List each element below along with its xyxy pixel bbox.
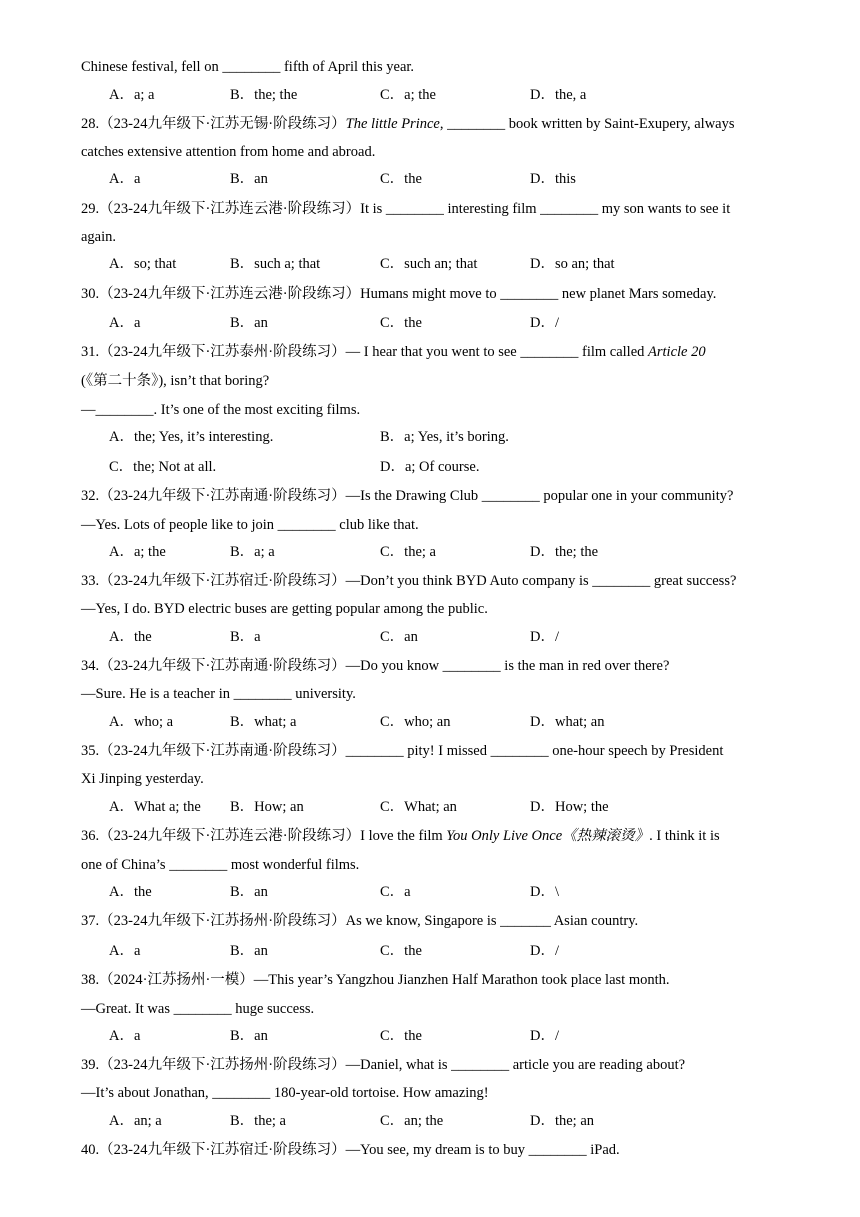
option-a[interactable]: A．the	[109, 629, 152, 645]
option-d[interactable]: D．/	[530, 1028, 559, 1044]
option-d[interactable]: D．/	[530, 315, 559, 331]
question-32-reply: —Yes. Lots of people like to join ________ club like that.	[81, 517, 419, 533]
option-c[interactable]: C．an	[380, 629, 418, 645]
question-29-stem-cont: again.	[81, 229, 117, 245]
option-b[interactable]: B．a	[230, 629, 261, 645]
option-b[interactable]: B．an	[230, 171, 268, 187]
option-d[interactable]: D．what; an	[530, 714, 605, 730]
option-b[interactable]: B．what; a	[230, 714, 297, 730]
option-d[interactable]: D．the; the	[530, 544, 599, 560]
option-a[interactable]: A．What a; the	[109, 799, 201, 815]
question-34-reply: —Sure. He is a teacher in ________ university.	[81, 686, 356, 702]
question-32-options	[109, 542, 809, 562]
option-a[interactable]: A．a; a	[109, 87, 155, 103]
question-31-reply: —________. It’s one of the most exciting films.	[81, 402, 361, 418]
option-a[interactable]: A．a	[109, 171, 141, 187]
option-b[interactable]: B．an	[230, 943, 268, 959]
question-35-stem-cont: Xi Jinping yesterday.	[81, 771, 204, 787]
option-b[interactable]: B．a; a	[230, 544, 275, 560]
question-37-options	[109, 941, 809, 961]
question-28-stem-cont: catches extensive attention from home and abroad.	[81, 144, 376, 160]
option-b[interactable]: B．such a; that	[230, 256, 321, 272]
option-b[interactable]: B．an	[230, 315, 268, 331]
option-c[interactable]: C．the	[380, 1028, 422, 1044]
question-36-stem: 36.（23-24九年级下·江苏连云港·阶段练习）I love the film You Only Live Once《热辣滚烫》. I think it is	[81, 828, 720, 844]
option-c[interactable]: C．a; the	[380, 87, 436, 103]
question-33-options	[109, 627, 809, 647]
option-d[interactable]: D．\	[530, 884, 559, 900]
option-c[interactable]: C．the	[380, 171, 422, 187]
question-39-stem: 39.（23-24九年级下·江苏扬州·阶段练习）—Daniel, what is ________ article you are reading about?	[81, 1057, 686, 1073]
option-b[interactable]: B．How; an	[230, 799, 304, 815]
question-27-stem-end: Chinese festival, fell on ________ fifth of April this year.	[81, 59, 415, 75]
question-31-stem-cont: (《第二十条》), isn’t that boring?	[81, 373, 270, 389]
question-37-stem: 37.（23-24九年级下·江苏扬州·阶段练习）As we know, Singapore is _______ Asian country.	[81, 913, 639, 929]
question-36-options	[109, 882, 809, 902]
option-a[interactable]: A．the; Yes, it’s interesting.	[109, 429, 274, 445]
option-d[interactable]: D．this	[530, 171, 576, 187]
question-39-options	[109, 1111, 809, 1131]
question-31-options-row2	[109, 457, 809, 477]
question-29-stem: 29.（23-24九年级下·江苏连云港·阶段练习）It is ________ interesting film ________ my son wants to see it	[81, 201, 731, 217]
option-b[interactable]: B．an	[230, 884, 268, 900]
option-a[interactable]: A．an; a	[109, 1113, 162, 1129]
option-c[interactable]: C．the; a	[380, 544, 436, 560]
question-34-options	[109, 712, 809, 732]
question-38-reply: —Great. It was ________ huge success.	[81, 1001, 315, 1017]
option-c[interactable]: C．an; the	[380, 1113, 444, 1129]
option-c[interactable]: C．such an; that	[380, 256, 478, 272]
option-a[interactable]: A．the	[109, 884, 152, 900]
question-35-stem: 35.（23-24九年级下·江苏南通·阶段练习）________ pity! I missed ________ one-hour speech by President	[81, 743, 724, 759]
question-36-stem-cont: one of China’s ________ most wonderful films.	[81, 857, 360, 873]
option-a[interactable]: A．a	[109, 1028, 141, 1044]
question-39-reply: —It’s about Jonathan, ________ 180-year-old tortoise. How amazing!	[81, 1085, 489, 1101]
question-31-stem: 31.（23-24九年级下·江苏泰州·阶段练习）— I hear that you went to see ________ film called Article 20	[81, 344, 706, 360]
question-33-stem: 33.（23-24九年级下·江苏宿迁·阶段练习）—Don’t you think BYD Auto company is ________ great success?	[81, 573, 737, 589]
option-a[interactable]: A．a; the	[109, 544, 166, 560]
option-d[interactable]: D．/	[530, 629, 559, 645]
option-c[interactable]: C．the	[380, 943, 422, 959]
question-27-options	[109, 85, 809, 105]
option-d[interactable]: D．the, a	[530, 87, 587, 103]
option-c[interactable]: C．who; an	[380, 714, 451, 730]
option-b[interactable]: B．a; Yes, it’s boring.	[380, 429, 509, 445]
option-d[interactable]: D．a; Of course.	[380, 459, 480, 475]
question-30-stem: 30.（23-24九年级下·江苏连云港·阶段练习）Humans might move to ________ new planet Mars someday.	[81, 286, 717, 302]
option-a[interactable]: A．a	[109, 943, 141, 959]
option-d[interactable]: D．/	[530, 943, 559, 959]
question-33-reply: —Yes, I do. BYD electric buses are getting popular among the public.	[81, 601, 488, 617]
option-d[interactable]: D．the; an	[530, 1113, 595, 1129]
question-28-options	[109, 169, 809, 189]
option-b[interactable]: B．the; a	[230, 1113, 286, 1129]
option-a[interactable]: A．a	[109, 315, 141, 331]
option-b[interactable]: B．the; the	[230, 87, 298, 103]
question-38-stem: 38.（2024·江苏扬州·一模）—This year’s Yangzhou Jianzhen Half Marathon took place last month.	[81, 972, 670, 988]
option-b[interactable]: B．an	[230, 1028, 268, 1044]
option-a[interactable]: A．who; a	[109, 714, 174, 730]
question-38-options	[109, 1026, 809, 1046]
option-c[interactable]: C．What; an	[380, 799, 457, 815]
question-35-options	[109, 797, 809, 817]
option-a[interactable]: A．so; that	[109, 256, 177, 272]
question-30-options	[109, 313, 809, 333]
question-32-stem: 32.（23-24九年级下·江苏南通·阶段练习）—Is the Drawing Club ________ popular one in your community?	[81, 488, 734, 504]
option-d[interactable]: D．so an; that	[530, 256, 615, 272]
question-40-stem: 40.（23-24九年级下·江苏宿迁·阶段练习）—You see, my dream is to buy ________ iPad.	[81, 1142, 620, 1158]
question-28-stem: 28.（23-24九年级下·江苏无锡·阶段练习）The little Prince, ________ book written by Saint-Exupery, always	[81, 116, 735, 132]
option-d[interactable]: D．How; the	[530, 799, 609, 815]
question-31-options-row1	[109, 427, 809, 447]
question-34-stem: 34.（23-24九年级下·江苏南通·阶段练习）—Do you know ________ is the man in red over there?	[81, 658, 670, 674]
option-c[interactable]: C．a	[380, 884, 411, 900]
option-c[interactable]: C．the	[380, 315, 422, 331]
option-c[interactable]: C．the; Not at all.	[109, 459, 217, 475]
question-29-options	[109, 254, 809, 274]
